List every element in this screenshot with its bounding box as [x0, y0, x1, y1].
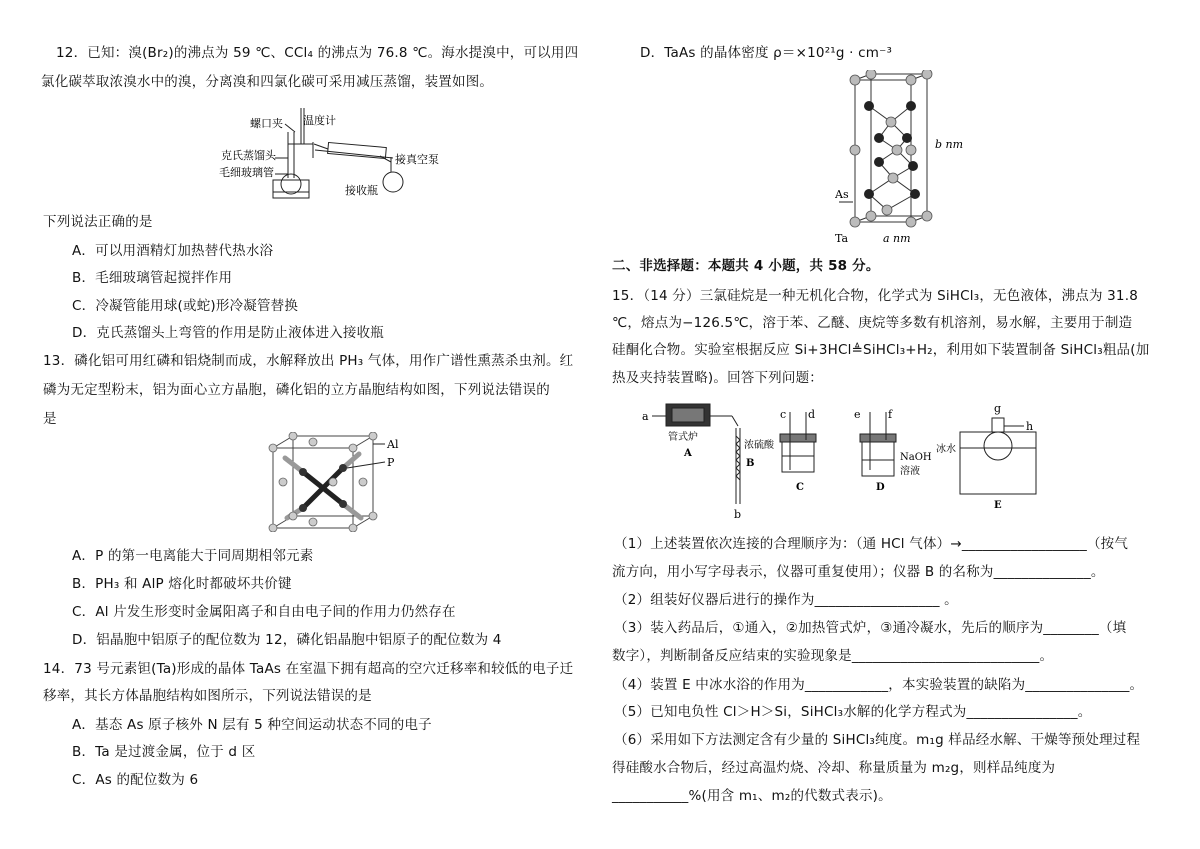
q15-line4: 热及夹持装置略)。回答下列问题： [612, 370, 823, 386]
q14-option-b: B．Ta 是过渡金属，位于 d 区 [72, 744, 256, 760]
fig-label-al: Al [387, 438, 399, 451]
fig-label-conc-acid: 浓硫酸 [744, 440, 774, 451]
fig-label-p: P [387, 456, 395, 469]
fig-label-head: 克氏蒸馏头 [221, 149, 276, 162]
q13-option-b: B．PH₃ 和 AlP 熔化时都破坏共价键 [72, 576, 292, 592]
fig-label-port-e: e [854, 408, 861, 421]
q14-option-d: D．TaAs 的晶体密度 ρ＝×10²¹g · cm⁻³ [640, 45, 893, 61]
fig-label-port-b: b [734, 508, 742, 521]
fig-label-solution: 溶液 [900, 466, 920, 477]
fig-label-a: a nm [883, 232, 911, 245]
fig-label-ice-water: 冰水 [936, 444, 956, 455]
fig-label-flask: 接收瓶 [345, 184, 378, 197]
q15-part1-line2: 流方向，用小写字母表示，仪器可重复使用）；仪器 B 的名称为______________。 [612, 564, 1105, 580]
q15-part5: （5）已知电负性 Cl＞H＞Si，SiHCl₃水解的化学方程式为________________。 [614, 704, 1092, 720]
q15-line3: 硅酮化合物。实验室根据反应 Si+3HCl≜SiHCl₃+H₂，利用如下装置制备 SiHCl₃粗品(加 [612, 342, 1150, 358]
q15-part4: （4）装置 E 中冰水浴的作用为____________，本实验装置的缺陷为_______________。 [614, 677, 1144, 693]
q14-option-c: C．As 的配位数为 6 [72, 772, 199, 788]
q12-line2: 氯化碳萃取浓溴水中的溴，分离溴和四氯化碳可采用减压蒸馏，装置如图。 [41, 74, 494, 90]
q15-part2: （2）组装好仪器后进行的操作为__________________ 。 [614, 592, 958, 608]
fig-label-port-c: c [780, 408, 787, 421]
fig-label-A: A [684, 448, 692, 459]
fig-label-tube-furnace: 管式炉 [668, 432, 698, 443]
fig-label-as: As [835, 188, 849, 201]
fig-label-port-g: g [994, 402, 1002, 415]
q15-line1: 15．（14 分）三氯硅烷是一种无机化合物，化学式为 SiHCl₃，无色液体，沸点为 31.8 [612, 288, 1138, 304]
taas-crystal-cell-figure [835, 70, 975, 248]
fig-label-b: b nm [935, 138, 964, 151]
q14-option-a: A．基态 As 原子核外 N 层有 5 种空间运动状态不同的电子 [72, 717, 432, 733]
fig-label-port-d: d [808, 408, 816, 421]
fig-label-port-f: f [888, 408, 893, 421]
fig-label-port-h: h [1026, 420, 1034, 433]
q15-part6-line1: （6）采用如下方法测定含有少量的 SiHCl₃纯度。m₁g 样品经水解、干燥等预处理过程 [614, 732, 1141, 748]
fig-label-B: B [746, 458, 755, 469]
fig-label-thermo: 温度计 [303, 114, 336, 127]
fig-label-clip: 螺口夹 [250, 117, 283, 130]
q12-stem: 下列说法正确的是 [43, 214, 153, 230]
fig-label-capillary: 毛细玻璃管 [219, 166, 274, 179]
q15-part6-line3: ___________%(用含 m₁、m₂的代数式表示)。 [612, 788, 892, 804]
section-2-title: 二、非选择题：本题共 4 小题，共 58 分。 [612, 258, 880, 274]
q15-part1-line1: （1）上述装置依次连接的合理顺序为：（通 HCl 气体）→__________________（按气 [614, 536, 1129, 552]
q13-option-c: C．Al 片发生形变时金属阳离子和自由电子间的作用力仍然存在 [72, 604, 456, 620]
q13-line2: 磷为无定型粉末，铝为面心立方晶胞，磷化铝的立方晶胞结构如图，下列说法错误的 [43, 382, 550, 398]
q14-line1: 14．73 号元素钽(Ta)形成的晶体 TaAs 在室温下拥有超高的空穴迁移率和较低的电子迁 [43, 661, 574, 677]
fig-label-C: C [796, 482, 804, 493]
q15-part3-line1: （3）装入药品后，①通入，②加热管式炉，③通冷凝水，先后的顺序为________（填 [614, 620, 1127, 636]
q12-option-c: C．冷凝管能用球(或蛇)形冷凝管替换 [72, 298, 299, 314]
alp-crystal-cell-figure [263, 432, 413, 532]
q13-option-d: D．铝晶胞中铝原子的配位数为 12，磷化铝晶胞中铝原子的配位数为 4 [72, 632, 502, 648]
fig-label-D: D [876, 482, 885, 493]
q12-line1: 12．已知：溴(Br₂)的沸点为 59 ℃、CCl₄ 的沸点为 76.8 ℃。海水提溴中，可以用四 [56, 45, 579, 61]
q14-line2: 移率，其长方体晶胞结构如图所示，下列说法错误的是 [43, 688, 372, 704]
distillation-apparatus-figure [215, 102, 485, 208]
q12-option-d: D．克氏蒸馏头上弯管的作用是防止液体进入接收瓶 [72, 325, 384, 341]
fig-label-ta: Ta [835, 232, 849, 245]
q12-option-b: B．毛细玻璃管起搅拌作用 [72, 270, 233, 286]
q13-line1: 13．磷化铝可用红磷和铝烧制而成，水解释放出 PH₃ 气体，用作广谱性熏蒸杀虫剂。红 [43, 353, 574, 369]
fig-label-E: E [994, 500, 1002, 511]
q13-line3: 是 [43, 411, 57, 427]
sihcl3-apparatus-figure [640, 400, 1110, 524]
q15-line2: ℃，熔点为−126.5℃，溶于苯、乙醚、庚烷等多数有机溶剂，易水解，主要用于制造 [612, 315, 1133, 331]
q15-part3-line2: 数字），判断制备反应结束的实验现象是___________________________。 [612, 648, 1054, 664]
q13-option-a: A．P 的第一电离能大于同周期相邻元素 [72, 548, 314, 564]
fig-label-pump: 接真空泵 [395, 153, 439, 166]
q15-part6-line2: 得硅酸水合物后，经过高温灼烧、冷却、称量质量为 m₂g，则样品纯度为 [612, 760, 1056, 776]
fig-label-port-a: a [642, 410, 649, 423]
q12-option-a: A．可以用酒精灯加热替代热水浴 [72, 243, 274, 259]
fig-label-naoh: NaOH [900, 452, 932, 463]
